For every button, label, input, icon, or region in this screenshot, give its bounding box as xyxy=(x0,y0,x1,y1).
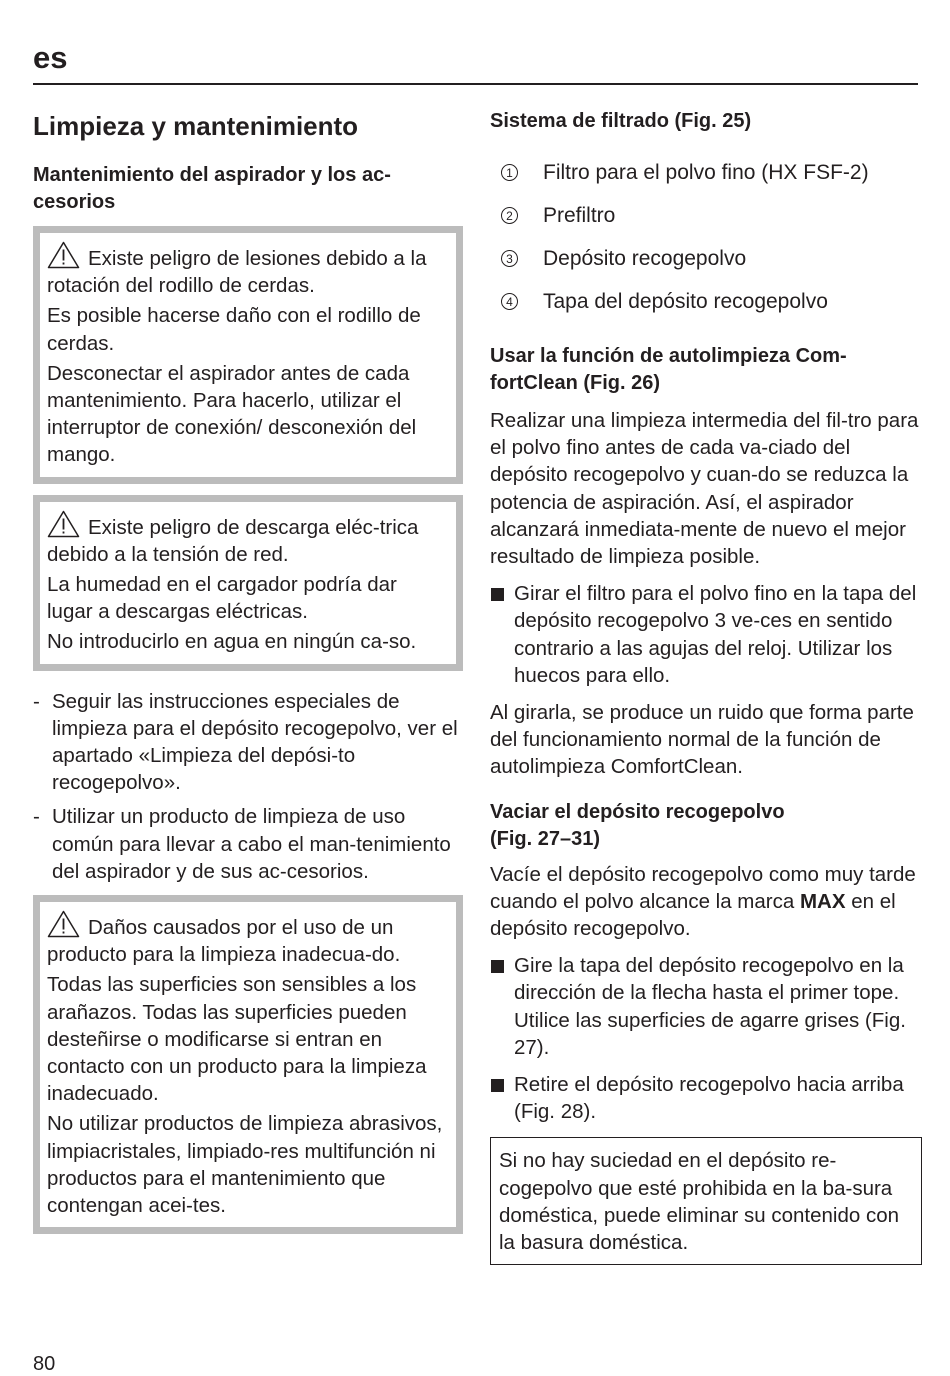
comfortclean-intro: Realizar una limpieza intermedia del fil-tro para el polvo fino antes de cada va-ciado del depósito recogepolvo y cuan-do se reduzca la potencia de aspiración. Así, el aspirador alcanzará inmediata-mente de nuevo el mejor resultado de limpieza posible. xyxy=(490,409,919,569)
warning-triangle-icon xyxy=(47,241,80,269)
list-item xyxy=(33,803,463,885)
warning-injury-line1 xyxy=(47,241,448,299)
warning-triangle-icon xyxy=(47,910,80,938)
left-column xyxy=(33,108,463,1234)
warning-box-cleaning-damage xyxy=(33,895,463,1234)
number-circle-icon: 3 xyxy=(501,250,518,267)
filter-part-label: Filtro para el polvo fino (HX FSF-2) xyxy=(543,160,869,184)
warning-electric-line1 xyxy=(47,510,448,568)
empty-bin-intro-text: Vacíe el depósito recogepolvo como muy tarde cuando el polvo alcance la marca xyxy=(490,862,916,913)
page-number: 80 xyxy=(33,1353,56,1375)
comfortclean-heading-line1: Usar la función de autolimpieza Com- xyxy=(490,345,847,367)
list-item xyxy=(33,688,463,797)
warning-injury-text1: Existe peligro de lesiones debido a la rotación del rodillo de cerdas. xyxy=(47,247,427,298)
empty-bin-heading-line1: Vaciar el depósito recogepolvo xyxy=(490,800,785,823)
square-bullet-icon xyxy=(491,1079,504,1092)
comfortclean-heading-line2: fortClean (Fig. 26) xyxy=(490,372,661,394)
list-item xyxy=(490,151,920,194)
warning-damage-line3: No utilizar productos de limpieza abrasivos, limpiacristales, limpiado-res multifunción ni productos para el mantenimiento que contengan acei-tes. xyxy=(47,1112,443,1218)
warning-injury-line2: Es posible hacerse daño con el rodillo de cerdas. xyxy=(47,304,421,355)
filter-parts-list xyxy=(490,151,920,323)
maintenance-subtitle xyxy=(33,162,463,216)
warning-damage-line2: Todas las superficies son sensibles a los arañazos. Todas las superficies pueden desteñirse o modificarse si entran en contacto con un producto para la limpieza inadecuado. xyxy=(47,973,427,1106)
maintenance-subtitle-line1: Mantenimiento del aspirador y los ac- xyxy=(33,164,391,186)
list-item xyxy=(490,952,920,1061)
max-mark-label: MAX xyxy=(799,889,846,913)
warning-box-electric xyxy=(33,495,463,671)
comfortclean-heading xyxy=(490,343,920,397)
maintenance-subtitle-line2: cesorios xyxy=(33,191,116,213)
list-item xyxy=(490,237,920,280)
square-bullet-icon xyxy=(491,960,504,973)
disposal-note-box xyxy=(490,1137,922,1265)
warning-damage-line1 xyxy=(47,910,448,968)
warning-electric-text1: Existe peligro de descarga eléc-trica debido a la tensión de red. xyxy=(47,515,419,566)
comfortclean-note: Al girarla, se produce un ruido que forma parte del funcionamiento normal de la función de autolimpieza ComfortClean. xyxy=(490,701,914,779)
disposal-note-text: Si no hay suciedad en el depósito re-cogepolvo que esté prohibida en la ba-sura doméstica, puede eliminar su contenido con la basura doméstica. xyxy=(499,1149,899,1255)
empty-bin-heading xyxy=(490,799,920,853)
list-item-text: Utilizar un producto de limpieza de uso común para llevar a cabo el man-tenimiento del aspirador y de sus ac-cesorios. xyxy=(52,805,451,883)
warning-triangle-icon xyxy=(47,510,80,538)
list-item-text: Seguir las instrucciones especiales de limpieza para el depósito recogepolvo, ver el apartado «Limpieza del depósi-to recogepolvo». xyxy=(52,689,458,795)
list-item xyxy=(490,194,920,237)
empty-bin-intro-text-end: en el depósito recogepolvo. xyxy=(490,889,896,941)
warning-damage-text1: Daños causados por el uso de un producto para la limpieza inadecua-do. xyxy=(47,916,401,967)
empty-bin-heading-line2: (Fig. 27–31) xyxy=(490,827,601,850)
header-divider xyxy=(33,83,918,85)
warning-electric-line2: La humedad en el cargador podría dar lugar a descargas eléctricas. xyxy=(47,573,397,624)
number-circle-icon: 1 xyxy=(501,164,518,181)
warning-electric-line3: No introducirlo en agua en ningún ca-so. xyxy=(47,630,417,654)
square-bullet-icon xyxy=(491,588,504,601)
filter-part-label: Tapa del depósito recogepolvo xyxy=(543,289,828,313)
number-circle-icon: 4 xyxy=(501,293,518,310)
list-item xyxy=(490,280,920,323)
empty-bin-step: Gire la tapa del depósito recogepolvo en la dirección de la flecha hasta el primer tope. Utilice las superficies de agarre grises (Fig. 27). xyxy=(514,954,906,1059)
empty-bin-intro xyxy=(490,861,920,943)
filter-part-label: Prefiltro xyxy=(543,203,616,227)
right-column xyxy=(490,108,920,1265)
dash-bullet: - xyxy=(33,805,40,829)
empty-bin-step: Retire el depósito recogepolvo hacia arriba (Fig. 28). xyxy=(514,1073,904,1124)
comfortclean-step: Girar el filtro para el polvo fino en la tapa del depósito recogepolvo 3 ve-ces en sentido contrario a las agujas del reloj. Utilizar los huecos para ello. xyxy=(514,582,917,687)
maintenance-list xyxy=(33,688,463,885)
warning-box-injury xyxy=(33,226,463,484)
language-code: es xyxy=(33,40,68,75)
warning-injury-line3: Desconectar el aspirador antes de cada mantenimiento. Para hacerlo, utilizar el interruptor de conexión/ desconexión del mango. xyxy=(47,361,417,467)
dash-bullet: - xyxy=(33,689,40,713)
section-title: Limpieza y mantenimiento xyxy=(33,111,359,141)
list-item xyxy=(490,1071,920,1125)
list-item xyxy=(490,580,920,689)
filter-system-heading: Sistema de filtrado (Fig. 25) xyxy=(490,110,752,132)
filter-part-label: Depósito recogepolvo xyxy=(543,246,747,270)
number-circle-icon: 2 xyxy=(501,207,518,224)
